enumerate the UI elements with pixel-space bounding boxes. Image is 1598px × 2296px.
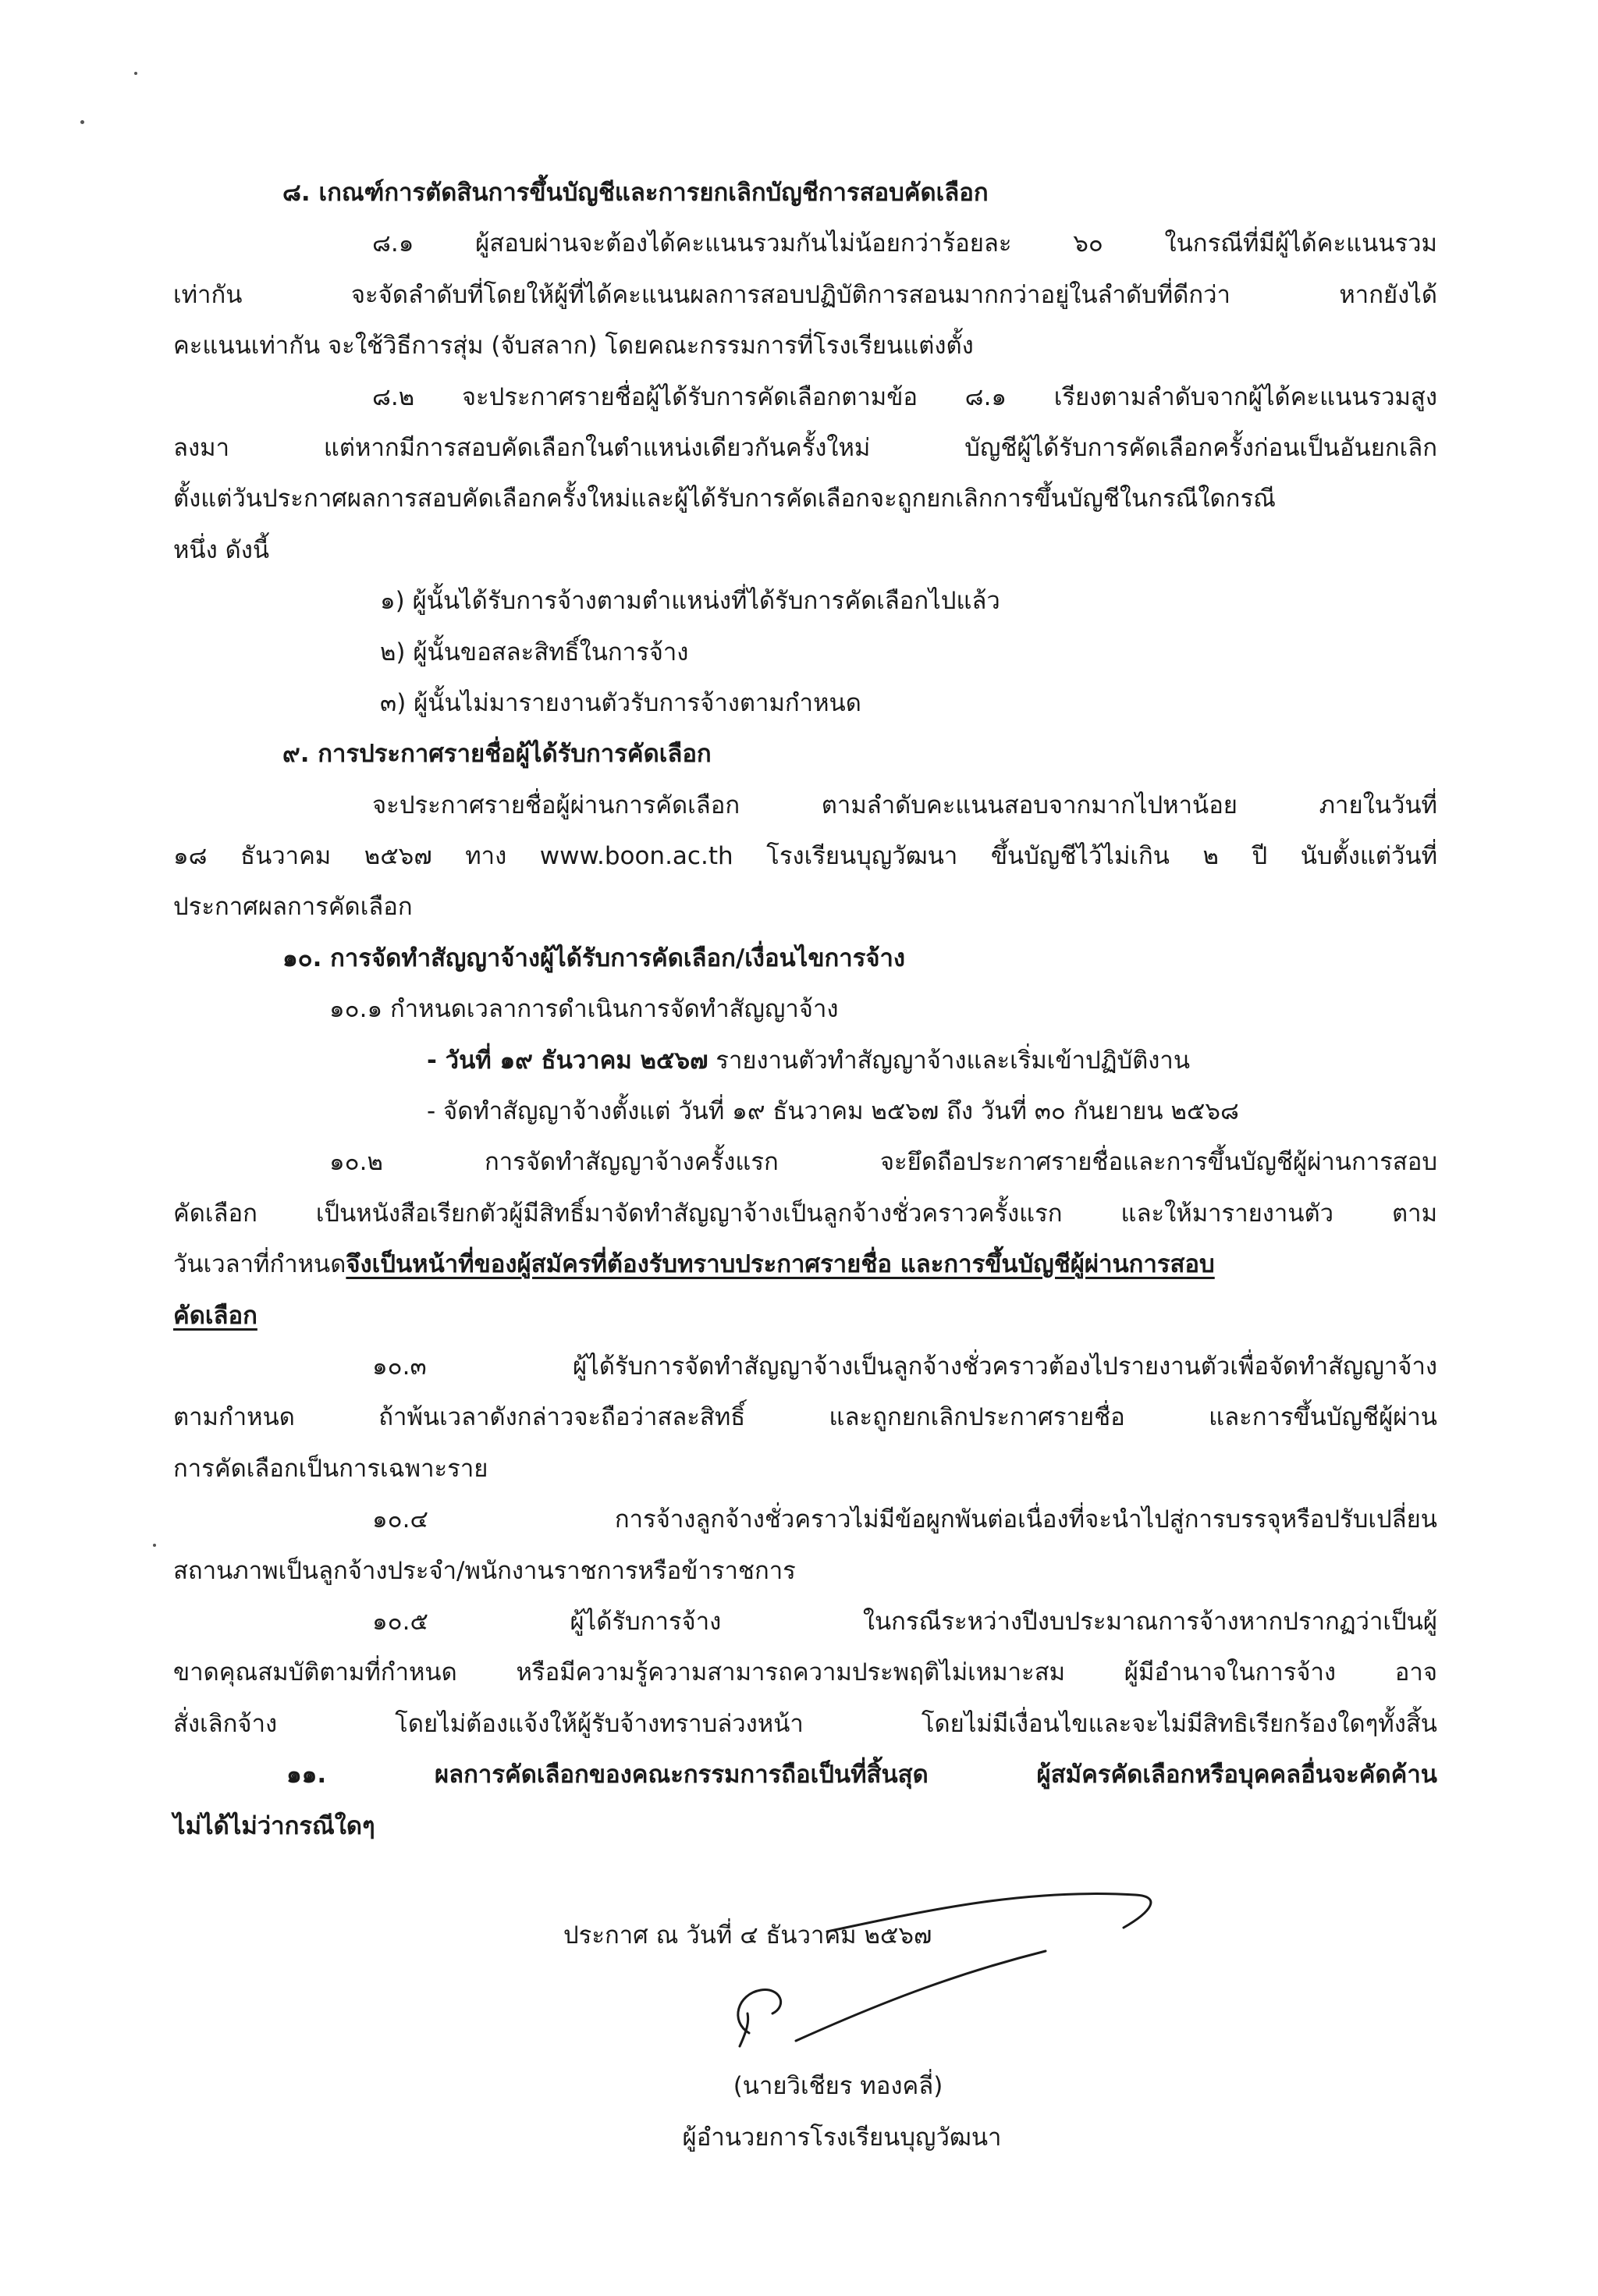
paragraph-8-2-line: หนึ่ง ดังนี้ (173, 535, 270, 564)
section-8-heading: ๘. เกณฑ์การตัดสินการขึ้นบัญชีและการยกเลิกบัญชีการสอบคัดเลือก (282, 179, 989, 207)
section-9-body-line: ประกาศผลการคัดเลือก (173, 893, 413, 922)
signatory-position: ผู้อำนวยการโรงเรียนบุญวัฒนา (682, 2124, 1002, 2152)
section-10-heading: ๑๐. การจัดทำสัญญาจ้างผู้ได้รับการคัดเลือก/เงื่อนไขการจ้าง (282, 944, 906, 972)
section-9-heading: ๙. การประกาศรายชื่อผู้ได้รับการคัดเลือก (282, 740, 712, 769)
announcement-date: ประกาศ ณ วันที่ ๔ ธันวาคม ๒๕๖๗ (563, 1921, 932, 1949)
scan-speck (153, 1544, 156, 1547)
section-11-line: ๑๑. ผลการคัดเลือกของคณะกรรมการถือเป็นที่สิ้นสุด ผู้สมัครคัดเลือกหรือบุคคลอื่นจะคัดค้าน (286, 1761, 1437, 1790)
list-item: ๓) ผู้นั้นไม่มารายงานตัวรับการจ้างตามกำหนด (380, 688, 861, 717)
schedule-date-bold: - วันที่ ๑๙ ธันวาคม ๒๕๖๗ (427, 1046, 708, 1075)
schedule-text: รายงานตัวทำสัญญาจ้างและเริ่มเข้าปฏิบัติงาน (708, 1046, 1191, 1075)
paragraph-10-5-line: สั่งเลิกจ้าง โดยไม่ต้องแจ้งให้ผู้รับจ้างทราบล่วงหน้า โดยไม่มีเงื่อนไขและจะไม่มีสิทธิเรียกร้องใดๆทั้งสิ้น (173, 1709, 1437, 1738)
schedule-item (173, 1036, 1437, 1086)
scan-speck (80, 120, 84, 124)
paragraph-10-3-line: ตามกำหนด ถ้าพ้นเวลาดังกล่าวจะถือว่าสละสิทธิ์ และถูกยกเลิกประกาศรายชื่อ และการขึ้นบัญชีผู้ผ่าน (173, 1403, 1437, 1432)
schedule-item: - จัดทำสัญญาจ้างตั้งแต่ วันที่ ๑๙ ธันวาคม ๒๕๖๗ ถึง วันที่ ๓๐ กันยายน ๒๕๖๘ (427, 1097, 1239, 1126)
paragraph-10-4-line: ๑๐.๔ การจ้างลูกจ้างชั่วคราวไม่มีข้อผูกพันต่อเนื่องที่จะนำไปสู่การบรรจุหรือปรับเปลี่ยน (372, 1505, 1437, 1534)
signatory-name: (นายวิเชียร ทองคลี่) (733, 2072, 943, 2100)
paragraph-8-2-line: ๘.๒ จะประกาศรายชื่อผู้ได้รับการคัดเลือกตามข้อ ๘.๑ เรียงตามลำดับจากผู้ได้คะแนนรวมสูง (372, 382, 1437, 411)
paragraph-8-1-line: ๘.๑ ผู้สอบผ่านจะต้องได้คะแนนรวมกันไม่น้อยกว่าร้อยละ ๖๐ ในกรณีที่มีผู้ได้คะแนนรวม (372, 229, 1437, 258)
signature-icon (702, 1873, 1170, 2092)
paragraph-10-2-plain: วันเวลาที่กำหนด (173, 1250, 346, 1279)
paragraph-10-2-line (173, 1291, 1437, 1342)
paragraph-10-2-emphasis: จึงเป็นหน้าที่ของผู้สมัครที่ต้องรับทราบประกาศรายชื่อ และการขึ้นบัญชีผู้ผ่านการสอบ (346, 1250, 1215, 1279)
paragraph-8-2-line: ตั้งแต่วันประกาศผลการสอบคัดเลือกครั้งใหม่และผู้ได้รับการคัดเลือกจะถูกยกเลิกการขึ้นบัญชีในกรณีใดกรณี (173, 485, 1276, 514)
list-item: ๑) ผู้นั้นได้รับการจ้างตามตำแหน่งที่ได้รับการคัดเลือกไปแล้ว (380, 587, 1000, 616)
paragraph-8-1-line: คะแนนเท่ากัน จะใช้วิธีการสุ่ม (จับสลาก) โดยคณะกรรมการที่โรงเรียนแต่งตั้ง (173, 332, 974, 361)
paragraph-10-4-line: สถานภาพเป็นลูกจ้างประจำ/พนักงานราชการหรือข้าราชการ (173, 1556, 796, 1585)
paragraph-8-1-line: เท่ากัน จะจัดลำดับที่โดยให้ผู้ที่ได้คะแนนผลการสอบปฏิบัติการสอนมากกว่าอยู่ในลำดับที่ดีกว่า หากยังได้ (173, 280, 1437, 309)
paragraph-10-2-line (173, 1239, 1437, 1290)
paragraph-10-3-line: การคัดเลือกเป็นการเฉพาะราย (173, 1454, 488, 1483)
scan-speck (134, 72, 137, 75)
section-11-line: ไม่ได้ไม่ว่ากรณีใดๆ (173, 1811, 375, 1840)
section-9-body-line: ๑๘ ธันวาคม ๒๕๖๗ ทาง www.boon.ac.th โรงเรียนบุญวัฒนา ขึ้นบัญชีไว้ไม่เกิน ๒ ปี นับตั้งแต่วันที่ (173, 842, 1437, 871)
section-9-body-line: จะประกาศรายชื่อผู้ผ่านการคัดเลือก ตามลำดับคะแนนสอบจากมากไปหาน้อย ภายในวันที่ (372, 791, 1437, 819)
paragraph-8-2-line: ลงมา แต่หากมีการสอบคัดเลือกในตำแหน่งเดียวกันครั้งใหม่ บัญชีผู้ได้รับการคัดเลือกครั้งก่อนเป็นอันยกเลิก (173, 433, 1437, 462)
paragraph-10-5-line: ๑๐.๕ ผู้ได้รับการจ้าง ในกรณีระหว่างปีงบประมาณการจ้างหากปรากฏว่าเป็นผู้ (372, 1607, 1437, 1636)
paragraph-10-3-line: ๑๐.๓ ผู้ได้รับการจัดทำสัญญาจ้างเป็นลูกจ้างชั่วคราวต้องไปรายงานตัวเพื่อจัดทำสัญญาจ้าง (372, 1352, 1437, 1381)
paragraph-10-2-emphasis: คัดเลือก (173, 1301, 257, 1330)
paragraph-10-5-line: ขาดคุณสมบัติตามที่กำหนด หรือมีความรู้ความสามารถความประพฤติไม่เหมาะสม ผู้มีอำนาจในการจ้าง อาจ (173, 1658, 1437, 1687)
document-body (173, 168, 1437, 1852)
list-item: ๒) ผู้นั้นขอสละสิทธิ์ในการจ้าง (380, 638, 689, 666)
paragraph-10-2-line: คัดเลือก เป็นหนังสือเรียกตัวผู้มีสิทธิ์มาจัดทำสัญญาจ้างเป็นลูกจ้างชั่วคราวครั้งแรก และให้มารายงานตัว ตาม (173, 1199, 1437, 1228)
paragraph-10-2-line: ๑๐.๒ การจัดทำสัญญาจ้างครั้งแรก จะยึดถือประกาศรายชื่อและการขึ้นบัญชีผู้ผ่านการสอบ (329, 1148, 1437, 1177)
signature-block (0, 2060, 1598, 2163)
paragraph-10-1-title: ๑๐.๑ กำหนดเวลาการดำเนินการจัดทำสัญญาจ้าง (329, 995, 839, 1024)
